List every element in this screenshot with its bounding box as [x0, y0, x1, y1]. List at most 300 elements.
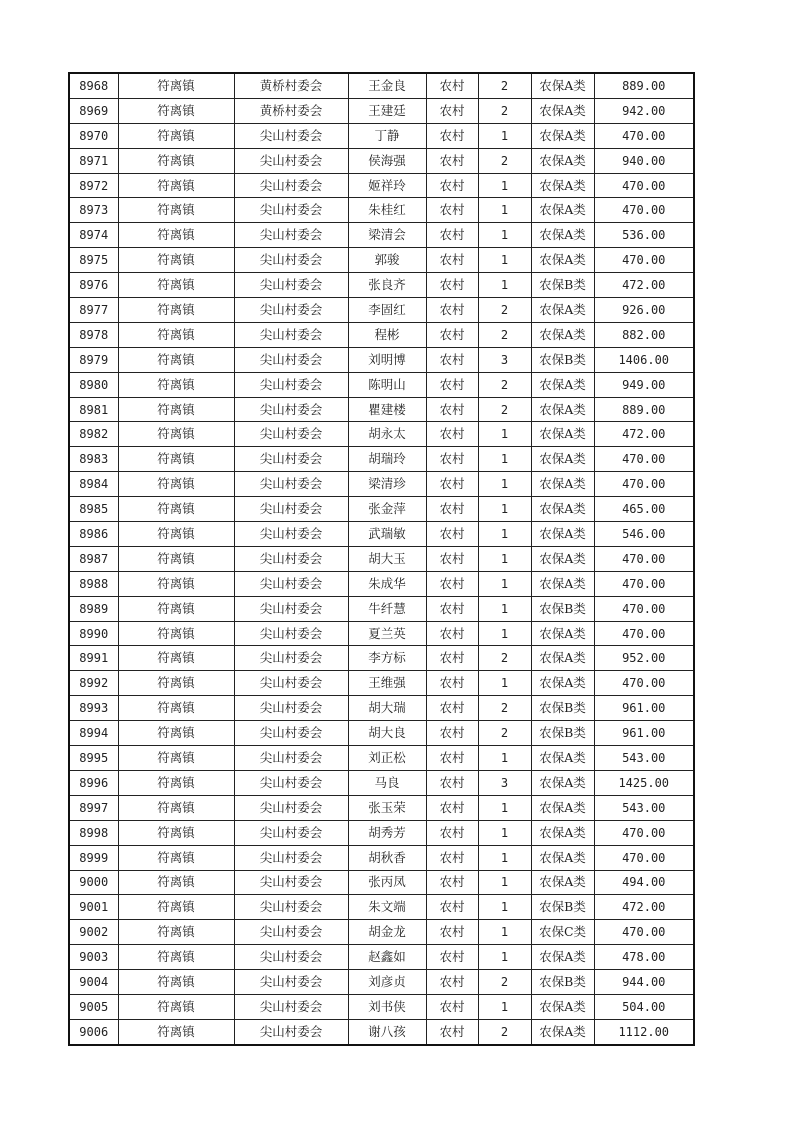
amount-cell: 478.00 — [594, 945, 694, 970]
area-type-cell: 农村 — [426, 223, 478, 248]
village-committee-cell: 尖山村委会 — [234, 646, 348, 671]
row-number-cell: 8996 — [69, 770, 118, 795]
table-row — [69, 223, 694, 248]
insurance-category-cell: 农保B类 — [531, 347, 594, 372]
household-count-cell: 2 — [478, 646, 531, 671]
area-type-cell: 农村 — [426, 1019, 478, 1044]
household-count-cell: 1 — [478, 223, 531, 248]
insurance-category-cell: 农保A类 — [531, 123, 594, 148]
person-name-cell: 张良齐 — [348, 273, 426, 298]
row-number-cell: 8982 — [69, 422, 118, 447]
town-cell: 符离镇 — [118, 148, 234, 173]
amount-cell: 470.00 — [594, 820, 694, 845]
town-cell: 符离镇 — [118, 770, 234, 795]
area-type-cell: 农村 — [426, 422, 478, 447]
amount-cell: 536.00 — [594, 223, 694, 248]
amount-cell: 889.00 — [594, 397, 694, 422]
person-name-cell: 刘书侠 — [348, 994, 426, 1019]
table-row — [69, 746, 694, 771]
row-number-cell: 8972 — [69, 173, 118, 198]
town-cell: 符离镇 — [118, 522, 234, 547]
town-cell: 符离镇 — [118, 746, 234, 771]
area-type-cell: 农村 — [426, 671, 478, 696]
person-name-cell: 胡瑞玲 — [348, 447, 426, 472]
household-count-cell: 1 — [478, 571, 531, 596]
area-type-cell: 农村 — [426, 148, 478, 173]
insurance-category-cell: 农保A类 — [531, 1019, 594, 1044]
person-name-cell: 胡大良 — [348, 721, 426, 746]
row-number-cell: 8968 — [69, 73, 118, 98]
row-number-cell: 8991 — [69, 646, 118, 671]
row-number-cell: 8992 — [69, 671, 118, 696]
town-cell: 符离镇 — [118, 721, 234, 746]
town-cell: 符离镇 — [118, 73, 234, 98]
area-type-cell: 农村 — [426, 73, 478, 98]
amount-cell: 1112.00 — [594, 1019, 694, 1044]
row-number-cell: 9001 — [69, 895, 118, 920]
amount-cell: 1406.00 — [594, 347, 694, 372]
household-count-cell: 1 — [478, 920, 531, 945]
table-row — [69, 596, 694, 621]
person-name-cell: 梁清珍 — [348, 472, 426, 497]
row-number-cell: 8974 — [69, 223, 118, 248]
table-row — [69, 845, 694, 870]
records-table-body — [69, 73, 694, 1045]
insurance-category-cell: 农保B类 — [531, 596, 594, 621]
area-type-cell: 农村 — [426, 770, 478, 795]
household-count-cell: 1 — [478, 820, 531, 845]
village-committee-cell: 尖山村委会 — [234, 223, 348, 248]
area-type-cell: 农村 — [426, 646, 478, 671]
household-count-cell: 1 — [478, 621, 531, 646]
amount-cell: 470.00 — [594, 173, 694, 198]
person-name-cell: 刘明博 — [348, 347, 426, 372]
area-type-cell: 农村 — [426, 198, 478, 223]
row-number-cell: 8981 — [69, 397, 118, 422]
village-committee-cell: 尖山村委会 — [234, 298, 348, 323]
row-number-cell: 8999 — [69, 845, 118, 870]
amount-cell: 940.00 — [594, 148, 694, 173]
town-cell: 符离镇 — [118, 571, 234, 596]
household-count-cell: 1 — [478, 447, 531, 472]
person-name-cell: 王建廷 — [348, 98, 426, 123]
amount-cell: 472.00 — [594, 273, 694, 298]
insurance-category-cell: 农保B类 — [531, 696, 594, 721]
row-number-cell: 8971 — [69, 148, 118, 173]
table-row — [69, 322, 694, 347]
area-type-cell: 农村 — [426, 994, 478, 1019]
amount-cell: 470.00 — [594, 546, 694, 571]
area-type-cell: 农村 — [426, 397, 478, 422]
town-cell: 符离镇 — [118, 397, 234, 422]
household-count-cell: 1 — [478, 522, 531, 547]
table-row — [69, 173, 694, 198]
row-number-cell: 8990 — [69, 621, 118, 646]
person-name-cell: 张玉荣 — [348, 795, 426, 820]
area-type-cell: 农村 — [426, 472, 478, 497]
row-number-cell: 8986 — [69, 522, 118, 547]
row-number-cell: 8977 — [69, 298, 118, 323]
amount-cell: 949.00 — [594, 372, 694, 397]
village-committee-cell: 尖山村委会 — [234, 198, 348, 223]
amount-cell: 470.00 — [594, 845, 694, 870]
area-type-cell: 农村 — [426, 920, 478, 945]
amount-cell: 961.00 — [594, 721, 694, 746]
row-number-cell: 9000 — [69, 870, 118, 895]
insurance-category-cell: 农保A类 — [531, 870, 594, 895]
area-type-cell: 农村 — [426, 696, 478, 721]
village-committee-cell: 黄桥村委会 — [234, 73, 348, 98]
amount-cell: 470.00 — [594, 596, 694, 621]
row-number-cell: 9004 — [69, 970, 118, 995]
area-type-cell: 农村 — [426, 298, 478, 323]
insurance-category-cell: 农保B类 — [531, 721, 594, 746]
person-name-cell: 胡金龙 — [348, 920, 426, 945]
table-row — [69, 795, 694, 820]
village-committee-cell: 尖山村委会 — [234, 422, 348, 447]
person-name-cell: 侯海强 — [348, 148, 426, 173]
row-number-cell: 8975 — [69, 248, 118, 273]
household-count-cell: 1 — [478, 248, 531, 273]
household-count-cell: 3 — [478, 347, 531, 372]
table-row — [69, 273, 694, 298]
village-committee-cell: 尖山村委会 — [234, 970, 348, 995]
row-number-cell: 8987 — [69, 546, 118, 571]
row-number-cell: 8995 — [69, 746, 118, 771]
table-row — [69, 696, 694, 721]
amount-cell: 472.00 — [594, 895, 694, 920]
household-count-cell: 1 — [478, 895, 531, 920]
household-count-cell: 2 — [478, 397, 531, 422]
area-type-cell: 农村 — [426, 173, 478, 198]
insurance-category-cell: 农保B类 — [531, 273, 594, 298]
area-type-cell: 农村 — [426, 746, 478, 771]
amount-cell: 470.00 — [594, 248, 694, 273]
amount-cell: 470.00 — [594, 472, 694, 497]
household-count-cell: 2 — [478, 98, 531, 123]
town-cell: 符离镇 — [118, 621, 234, 646]
person-name-cell: 李固红 — [348, 298, 426, 323]
area-type-cell: 农村 — [426, 98, 478, 123]
person-name-cell: 牛纤慧 — [348, 596, 426, 621]
village-committee-cell: 尖山村委会 — [234, 397, 348, 422]
insurance-category-cell: 农保A类 — [531, 397, 594, 422]
area-type-cell: 农村 — [426, 347, 478, 372]
household-count-cell: 2 — [478, 696, 531, 721]
amount-cell: 465.00 — [594, 497, 694, 522]
village-committee-cell: 尖山村委会 — [234, 497, 348, 522]
insurance-category-cell: 农保A类 — [531, 98, 594, 123]
village-committee-cell: 尖山村委会 — [234, 671, 348, 696]
person-name-cell: 朱文端 — [348, 895, 426, 920]
table-row — [69, 920, 694, 945]
row-number-cell: 9006 — [69, 1019, 118, 1044]
person-name-cell: 胡秀芳 — [348, 820, 426, 845]
household-count-cell: 1 — [478, 422, 531, 447]
table-row — [69, 895, 694, 920]
row-number-cell: 8998 — [69, 820, 118, 845]
household-count-cell: 1 — [478, 746, 531, 771]
town-cell: 符离镇 — [118, 372, 234, 397]
village-committee-cell: 尖山村委会 — [234, 148, 348, 173]
area-type-cell: 农村 — [426, 123, 478, 148]
records-table — [68, 72, 695, 1046]
village-committee-cell: 尖山村委会 — [234, 372, 348, 397]
row-number-cell: 8979 — [69, 347, 118, 372]
person-name-cell: 程彬 — [348, 322, 426, 347]
area-type-cell: 农村 — [426, 721, 478, 746]
row-number-cell: 8973 — [69, 198, 118, 223]
town-cell: 符离镇 — [118, 994, 234, 1019]
household-count-cell: 2 — [478, 322, 531, 347]
village-committee-cell: 尖山村委会 — [234, 472, 348, 497]
village-committee-cell: 尖山村委会 — [234, 845, 348, 870]
household-count-cell: 1 — [478, 845, 531, 870]
row-number-cell: 8976 — [69, 273, 118, 298]
village-committee-cell: 尖山村委会 — [234, 870, 348, 895]
row-number-cell: 8978 — [69, 322, 118, 347]
person-name-cell: 朱成华 — [348, 571, 426, 596]
household-count-cell: 2 — [478, 721, 531, 746]
insurance-category-cell: 农保A类 — [531, 223, 594, 248]
amount-cell: 942.00 — [594, 98, 694, 123]
insurance-category-cell: 农保A类 — [531, 148, 594, 173]
person-name-cell: 朱桂红 — [348, 198, 426, 223]
area-type-cell: 农村 — [426, 372, 478, 397]
amount-cell: 470.00 — [594, 123, 694, 148]
table-row — [69, 123, 694, 148]
household-count-cell: 2 — [478, 73, 531, 98]
person-name-cell: 胡秋香 — [348, 845, 426, 870]
village-committee-cell: 尖山村委会 — [234, 447, 348, 472]
village-committee-cell: 尖山村委会 — [234, 123, 348, 148]
village-committee-cell: 尖山村委会 — [234, 1019, 348, 1044]
town-cell: 符离镇 — [118, 322, 234, 347]
town-cell: 符离镇 — [118, 198, 234, 223]
household-count-cell: 1 — [478, 870, 531, 895]
table-row — [69, 571, 694, 596]
amount-cell: 889.00 — [594, 73, 694, 98]
person-name-cell: 谢八孩 — [348, 1019, 426, 1044]
amount-cell: 494.00 — [594, 870, 694, 895]
person-name-cell: 刘正松 — [348, 746, 426, 771]
village-committee-cell: 黄桥村委会 — [234, 98, 348, 123]
table-row — [69, 546, 694, 571]
town-cell: 符离镇 — [118, 173, 234, 198]
insurance-category-cell: 农保A类 — [531, 447, 594, 472]
person-name-cell: 武瑞敏 — [348, 522, 426, 547]
town-cell: 符离镇 — [118, 596, 234, 621]
village-committee-cell: 尖山村委会 — [234, 920, 348, 945]
person-name-cell: 陈明山 — [348, 372, 426, 397]
area-type-cell: 农村 — [426, 571, 478, 596]
amount-cell: 504.00 — [594, 994, 694, 1019]
table-row — [69, 621, 694, 646]
amount-cell: 470.00 — [594, 671, 694, 696]
person-name-cell: 王维强 — [348, 671, 426, 696]
table-row — [69, 422, 694, 447]
table-row — [69, 372, 694, 397]
town-cell: 符离镇 — [118, 696, 234, 721]
table-row — [69, 870, 694, 895]
insurance-category-cell: 农保A类 — [531, 770, 594, 795]
table-row — [69, 646, 694, 671]
town-cell: 符离镇 — [118, 347, 234, 372]
row-number-cell: 8993 — [69, 696, 118, 721]
insurance-category-cell: 农保A类 — [531, 422, 594, 447]
amount-cell: 926.00 — [594, 298, 694, 323]
village-committee-cell: 尖山村委会 — [234, 546, 348, 571]
amount-cell: 470.00 — [594, 920, 694, 945]
village-committee-cell: 尖山村委会 — [234, 696, 348, 721]
insurance-category-cell: 农保B类 — [531, 895, 594, 920]
amount-cell: 546.00 — [594, 522, 694, 547]
person-name-cell: 马良 — [348, 770, 426, 795]
household-count-cell: 1 — [478, 198, 531, 223]
table-row — [69, 970, 694, 995]
insurance-category-cell: 农保A类 — [531, 994, 594, 1019]
insurance-category-cell: 农保A类 — [531, 945, 594, 970]
amount-cell: 944.00 — [594, 970, 694, 995]
table-row — [69, 198, 694, 223]
amount-cell: 543.00 — [594, 746, 694, 771]
person-name-cell: 夏兰英 — [348, 621, 426, 646]
insurance-category-cell: 农保A类 — [531, 472, 594, 497]
insurance-category-cell: 农保A类 — [531, 621, 594, 646]
table-row — [69, 347, 694, 372]
town-cell: 符离镇 — [118, 646, 234, 671]
town-cell: 符离镇 — [118, 945, 234, 970]
person-name-cell: 姬祥玲 — [348, 173, 426, 198]
row-number-cell: 8984 — [69, 472, 118, 497]
household-count-cell: 1 — [478, 994, 531, 1019]
table-row — [69, 248, 694, 273]
village-committee-cell: 尖山村委会 — [234, 522, 348, 547]
town-cell: 符离镇 — [118, 870, 234, 895]
person-name-cell: 胡大瑞 — [348, 696, 426, 721]
amount-cell: 543.00 — [594, 795, 694, 820]
insurance-category-cell: 农保A类 — [531, 322, 594, 347]
area-type-cell: 农村 — [426, 870, 478, 895]
town-cell: 符离镇 — [118, 820, 234, 845]
area-type-cell: 农村 — [426, 970, 478, 995]
village-committee-cell: 尖山村委会 — [234, 746, 348, 771]
household-count-cell: 3 — [478, 770, 531, 795]
row-number-cell: 8980 — [69, 372, 118, 397]
insurance-category-cell: 农保A类 — [531, 845, 594, 870]
table-row — [69, 298, 694, 323]
village-committee-cell: 尖山村委会 — [234, 895, 348, 920]
insurance-category-cell: 农保A类 — [531, 746, 594, 771]
village-committee-cell: 尖山村委会 — [234, 770, 348, 795]
household-count-cell: 1 — [478, 472, 531, 497]
household-count-cell: 1 — [478, 123, 531, 148]
village-committee-cell: 尖山村委会 — [234, 795, 348, 820]
household-count-cell: 1 — [478, 273, 531, 298]
insurance-category-cell: 农保A类 — [531, 671, 594, 696]
table-row — [69, 148, 694, 173]
village-committee-cell: 尖山村委会 — [234, 173, 348, 198]
town-cell: 符离镇 — [118, 895, 234, 920]
person-name-cell: 张金萍 — [348, 497, 426, 522]
insurance-category-cell: 农保A类 — [531, 298, 594, 323]
person-name-cell: 赵鑫如 — [348, 945, 426, 970]
household-count-cell: 1 — [478, 497, 531, 522]
person-name-cell: 刘彦贞 — [348, 970, 426, 995]
area-type-cell: 农村 — [426, 546, 478, 571]
amount-cell: 470.00 — [594, 198, 694, 223]
area-type-cell: 农村 — [426, 945, 478, 970]
town-cell: 符离镇 — [118, 273, 234, 298]
person-name-cell: 李方标 — [348, 646, 426, 671]
area-type-cell: 农村 — [426, 497, 478, 522]
table-row — [69, 945, 694, 970]
table-row — [69, 522, 694, 547]
row-number-cell: 8969 — [69, 98, 118, 123]
row-number-cell: 8988 — [69, 571, 118, 596]
insurance-category-cell: 农保A类 — [531, 173, 594, 198]
town-cell: 符离镇 — [118, 298, 234, 323]
person-name-cell: 郭骏 — [348, 248, 426, 273]
area-type-cell: 农村 — [426, 795, 478, 820]
table-row — [69, 721, 694, 746]
town-cell: 符离镇 — [118, 98, 234, 123]
row-number-cell: 8983 — [69, 447, 118, 472]
town-cell: 符离镇 — [118, 1019, 234, 1044]
person-name-cell: 梁清会 — [348, 223, 426, 248]
insurance-category-cell: 农保A类 — [531, 372, 594, 397]
village-committee-cell: 尖山村委会 — [234, 596, 348, 621]
row-number-cell: 8985 — [69, 497, 118, 522]
town-cell: 符离镇 — [118, 671, 234, 696]
area-type-cell: 农村 — [426, 596, 478, 621]
amount-cell: 470.00 — [594, 571, 694, 596]
row-number-cell: 8994 — [69, 721, 118, 746]
amount-cell: 470.00 — [594, 447, 694, 472]
table-row — [69, 820, 694, 845]
area-type-cell: 农村 — [426, 447, 478, 472]
insurance-category-cell: 农保C类 — [531, 920, 594, 945]
person-name-cell: 王金良 — [348, 73, 426, 98]
amount-cell: 882.00 — [594, 322, 694, 347]
village-committee-cell: 尖山村委会 — [234, 571, 348, 596]
insurance-category-cell: 农保A类 — [531, 820, 594, 845]
area-type-cell: 农村 — [426, 621, 478, 646]
town-cell: 符离镇 — [118, 920, 234, 945]
household-count-cell: 1 — [478, 795, 531, 820]
household-count-cell: 2 — [478, 148, 531, 173]
table-row — [69, 73, 694, 98]
town-cell: 符离镇 — [118, 223, 234, 248]
village-committee-cell: 尖山村委会 — [234, 273, 348, 298]
insurance-category-cell: 农保A类 — [531, 646, 594, 671]
area-type-cell: 农村 — [426, 322, 478, 347]
village-committee-cell: 尖山村委会 — [234, 721, 348, 746]
amount-cell: 470.00 — [594, 621, 694, 646]
row-number-cell: 8997 — [69, 795, 118, 820]
table-row — [69, 1019, 694, 1044]
town-cell: 符离镇 — [118, 447, 234, 472]
household-count-cell: 2 — [478, 298, 531, 323]
household-count-cell: 1 — [478, 546, 531, 571]
insurance-category-cell: 农保A类 — [531, 248, 594, 273]
village-committee-cell: 尖山村委会 — [234, 820, 348, 845]
table-row — [69, 472, 694, 497]
person-name-cell: 胡大玉 — [348, 546, 426, 571]
household-count-cell: 1 — [478, 671, 531, 696]
household-count-cell: 1 — [478, 596, 531, 621]
area-type-cell: 农村 — [426, 248, 478, 273]
